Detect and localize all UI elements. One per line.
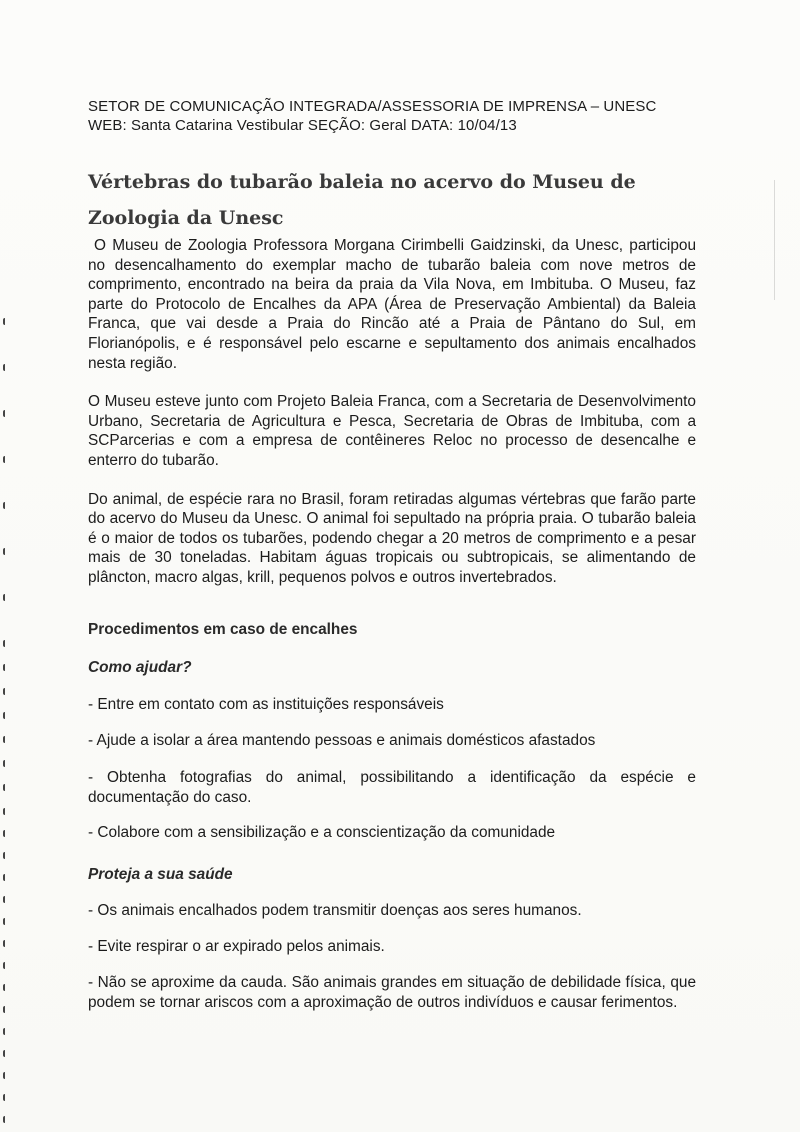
health-item-breath: - Evite respirar o ar expirado pelos animais. [88,938,385,955]
paragraph-whale-shark-facts: Do animal, de espécie rara no Brasil, foram retiradas algumas vértebras que farão parte do acervo do Museu da Unesc. O animal foi sepultado na própria praia. O tubarão baleia é o maior de todos os tubarões, podendo chegar a 20 metros de comprimento e a pesar mais de 30 toneladas. Habitam águas tropicais ou subtropicais, se alimentando de plâncton, macro algas, krill, pequenos polvos e outros invertebrados. [88,490,696,586]
paragraph-museum-participation: O Museu de Zoologia Professora Morgana Cirimbelli Gaidzinski, da Unesc, participou no desencalhamento do exemplar macho de tubarão baleia com nove metros de comprimento, encontrado na beira da praia da Vila Nova, em Imbituba. O Museu, faz parte do Protocolo de Encalhes da APA (Área de Preservação Ambiental) da Baleia Franca, que vai desde a Praia do Rincão até a Praia de Pântano do Sul, em Florianópolis, e é responsável pelo escarne e sepultamento dos animais encalhados nesta região. [88,237,696,372]
health-item-diseases: - Os animais encalhados podem transmitir doenças aos seres humanos. [88,902,582,919]
help-item-awareness: - Colabore com a sensibilização e a conscientização da comunidade [88,824,556,841]
paragraph-partners: O Museu esteve junto com Projeto Baleia Franca, com a Secretaria de Desenvolvimento Urbano, Secretaria de Agricultura e Pesca, Secretaria de Obras de Imbituba, com a SCParcerias e com a empresa de contêineres Reloc no processo de desencalhe e enterro do tubarão. [88,393,696,469]
document-header [88,97,656,135]
article-body [88,236,696,607]
header-meta: WEB: Santa Catarina Vestibular SEÇÃO: Geral DATA: 10/04/13 [88,117,517,134]
health-item-tail: - Não se aproxime da cauda. São animais grandes em situação de debilidade física, que podem se tornar ariscos com a aproximação de outros indivíduos e causar ferimentos. [88,974,696,1011]
procedures-heading: Procedimentos em caso de encalhes [88,621,358,638]
help-item-contact: - Entre em contato com as instituições responsáveis [88,696,444,713]
help-heading: Como ajudar? [88,659,192,676]
help-item-photos: - Obtenha fotografias do animal, possibilitando a identificação da espécie e documentação do caso. [88,769,696,806]
binding-hole-marks [0,0,14,1132]
scan-edge-line [774,180,775,300]
article-title: Vértebras do tubarão baleia no acervo do Museu de Zoologia da Unesc [88,171,636,229]
help-item-isolate: - Ajude a isolar a área mantendo pessoas e animais domésticos afastados [88,732,596,749]
health-heading: Proteja a sua saúde [88,866,233,883]
header-department: SETOR DE COMUNICAÇÃO INTEGRADA/ASSESSORIA DE IMPRENSA – UNESC [88,98,657,115]
